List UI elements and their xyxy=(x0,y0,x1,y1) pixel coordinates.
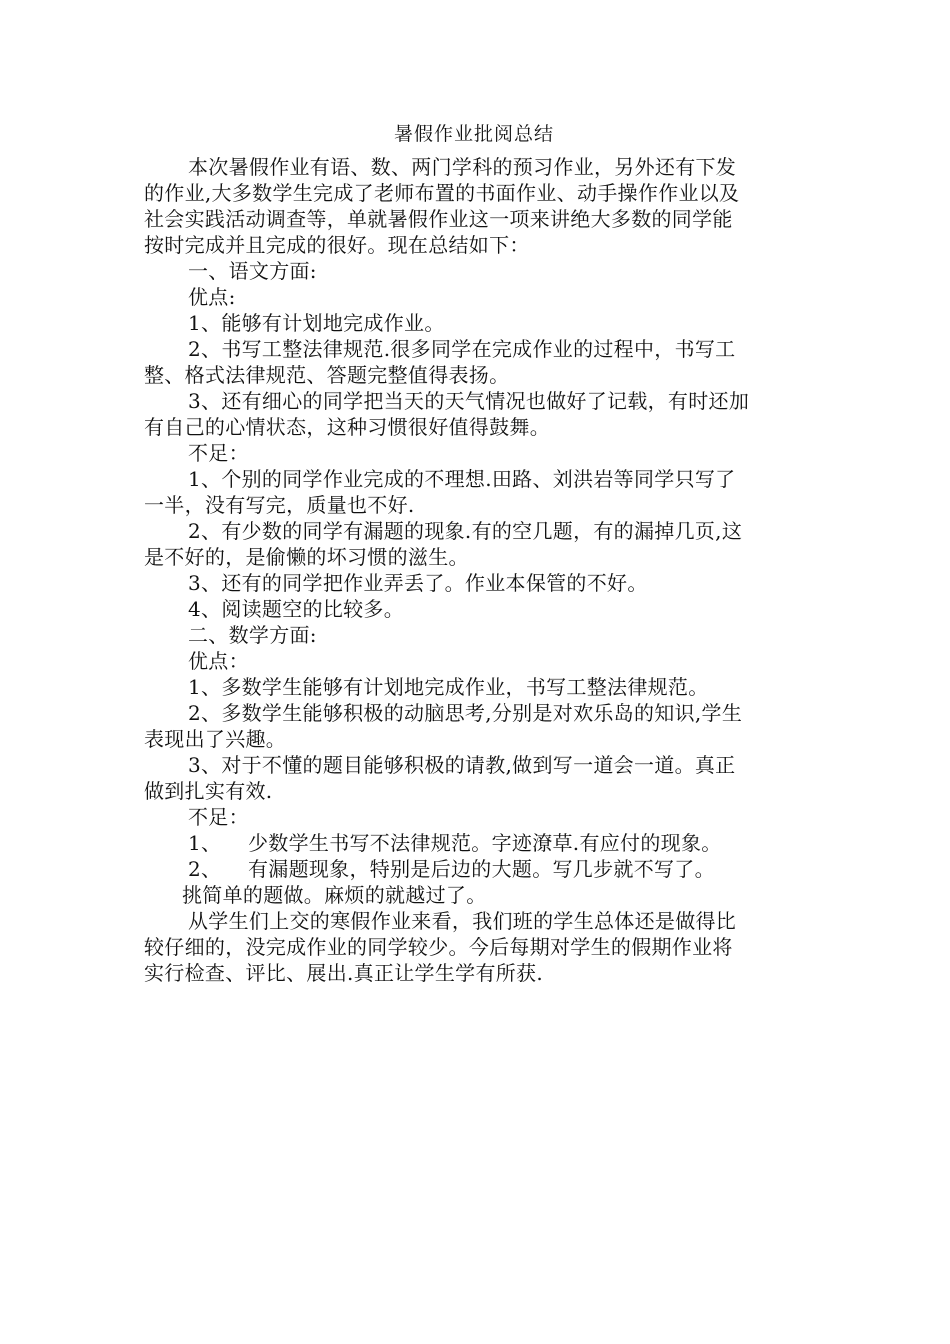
list-item-continuation: 是不好的，是偷懒的坏习惯的滋生。 xyxy=(144,545,469,569)
text-line: 本次暑假作业有语、数、两门学科的预习作业，另外还有下发 xyxy=(188,155,737,179)
list-item-continuation: 有自己的心情状态，这种习惯很好值得鼓舞。 xyxy=(144,415,550,439)
math-section xyxy=(144,622,804,908)
conclusion-paragraph xyxy=(144,908,804,986)
text-line: 从学生们上交的寒假作业来看，我们班的学生总体还是做得比 xyxy=(188,909,737,933)
item-number: 2、 xyxy=(188,857,222,881)
subheading-cons: 不足： xyxy=(188,441,249,465)
subheading-cons: 不足： xyxy=(188,805,249,829)
list-item: 2、有少数的同学有漏题的现象.有的空几题，有的漏掉几页,这 xyxy=(188,519,743,543)
list-item-continuation: 做到扎实有效. xyxy=(144,779,273,803)
subheading-pros: 优点： xyxy=(188,649,249,673)
document-page xyxy=(144,116,804,986)
list-item: 3、还有的同学把作业弄丢了。作业本保管的不好。 xyxy=(188,571,648,595)
list-item: 1、多数学生能够有计划地完成作业，书写工整法律规范。 xyxy=(188,675,709,699)
list-item-continuation: 挑简单的题做。麻烦的就越过了。 xyxy=(182,883,487,907)
subheading-pros: 优点: xyxy=(188,285,236,309)
text-line: 按时完成并且完成的很好。现在总结如下： xyxy=(144,233,530,257)
list-item: 4、阅读题空的比较多。 xyxy=(188,597,405,621)
list-item: 3、对于不懂的题目能够积极的请教,做到写一道会一道。真正 xyxy=(188,753,736,777)
list-item: 3、还有细心的同学把当天的天气情况也做好了记载，有时还加 xyxy=(188,389,750,413)
text-line: 的作业,大多数学生完成了老师布置的书面作业、动手操作作业以及 xyxy=(144,181,740,205)
section-heading: 二、数学方面: xyxy=(188,623,317,647)
page-title: 暑假作业批阅总结 xyxy=(393,123,554,145)
list-item-continuation: 表现出了兴趣。 xyxy=(144,727,287,751)
intro-paragraph xyxy=(144,154,804,258)
numbered-item xyxy=(144,856,804,882)
numbered-item xyxy=(144,830,804,856)
section-heading: 一、语文方面: xyxy=(188,259,317,283)
text-line: 社会实践活动调查等，单就暑假作业这一项来讲绝大多数的同学能 xyxy=(144,207,733,231)
list-item-continuation: 整、格式法律规范、答题完整值得表扬。 xyxy=(144,363,510,387)
list-item: 1、能够有计划地完成作业。 xyxy=(188,311,445,335)
list-item-continuation: 一半，没有写完，质量也不好. xyxy=(144,493,415,517)
list-item: 2、多数学生能够积极的动脑思考,分别是对欢乐岛的知识,学生 xyxy=(188,701,743,725)
list-item: 2、书写工整法律规范.很多同学在完成作业的过程中，书写工 xyxy=(188,337,736,361)
item-text: 有漏题现象，特别是后边的大题。写几步就不写了。 xyxy=(248,857,715,881)
text-line: 较仔细的，没完成作业的同学较少。今后每期对学生的假期作业将 xyxy=(144,935,733,959)
item-number: 1、 xyxy=(188,831,222,855)
chinese-section xyxy=(144,258,804,622)
item-text: 少数学生书写不法律规范。字迹潦草.有应付的现象。 xyxy=(248,831,722,855)
list-item: 1、个别的同学作业完成的不理想.田路、刘洪岩等同学只写了 xyxy=(188,467,736,491)
text-line: 实行检查、评比、展出.真正让学生学有所获. xyxy=(144,961,544,985)
